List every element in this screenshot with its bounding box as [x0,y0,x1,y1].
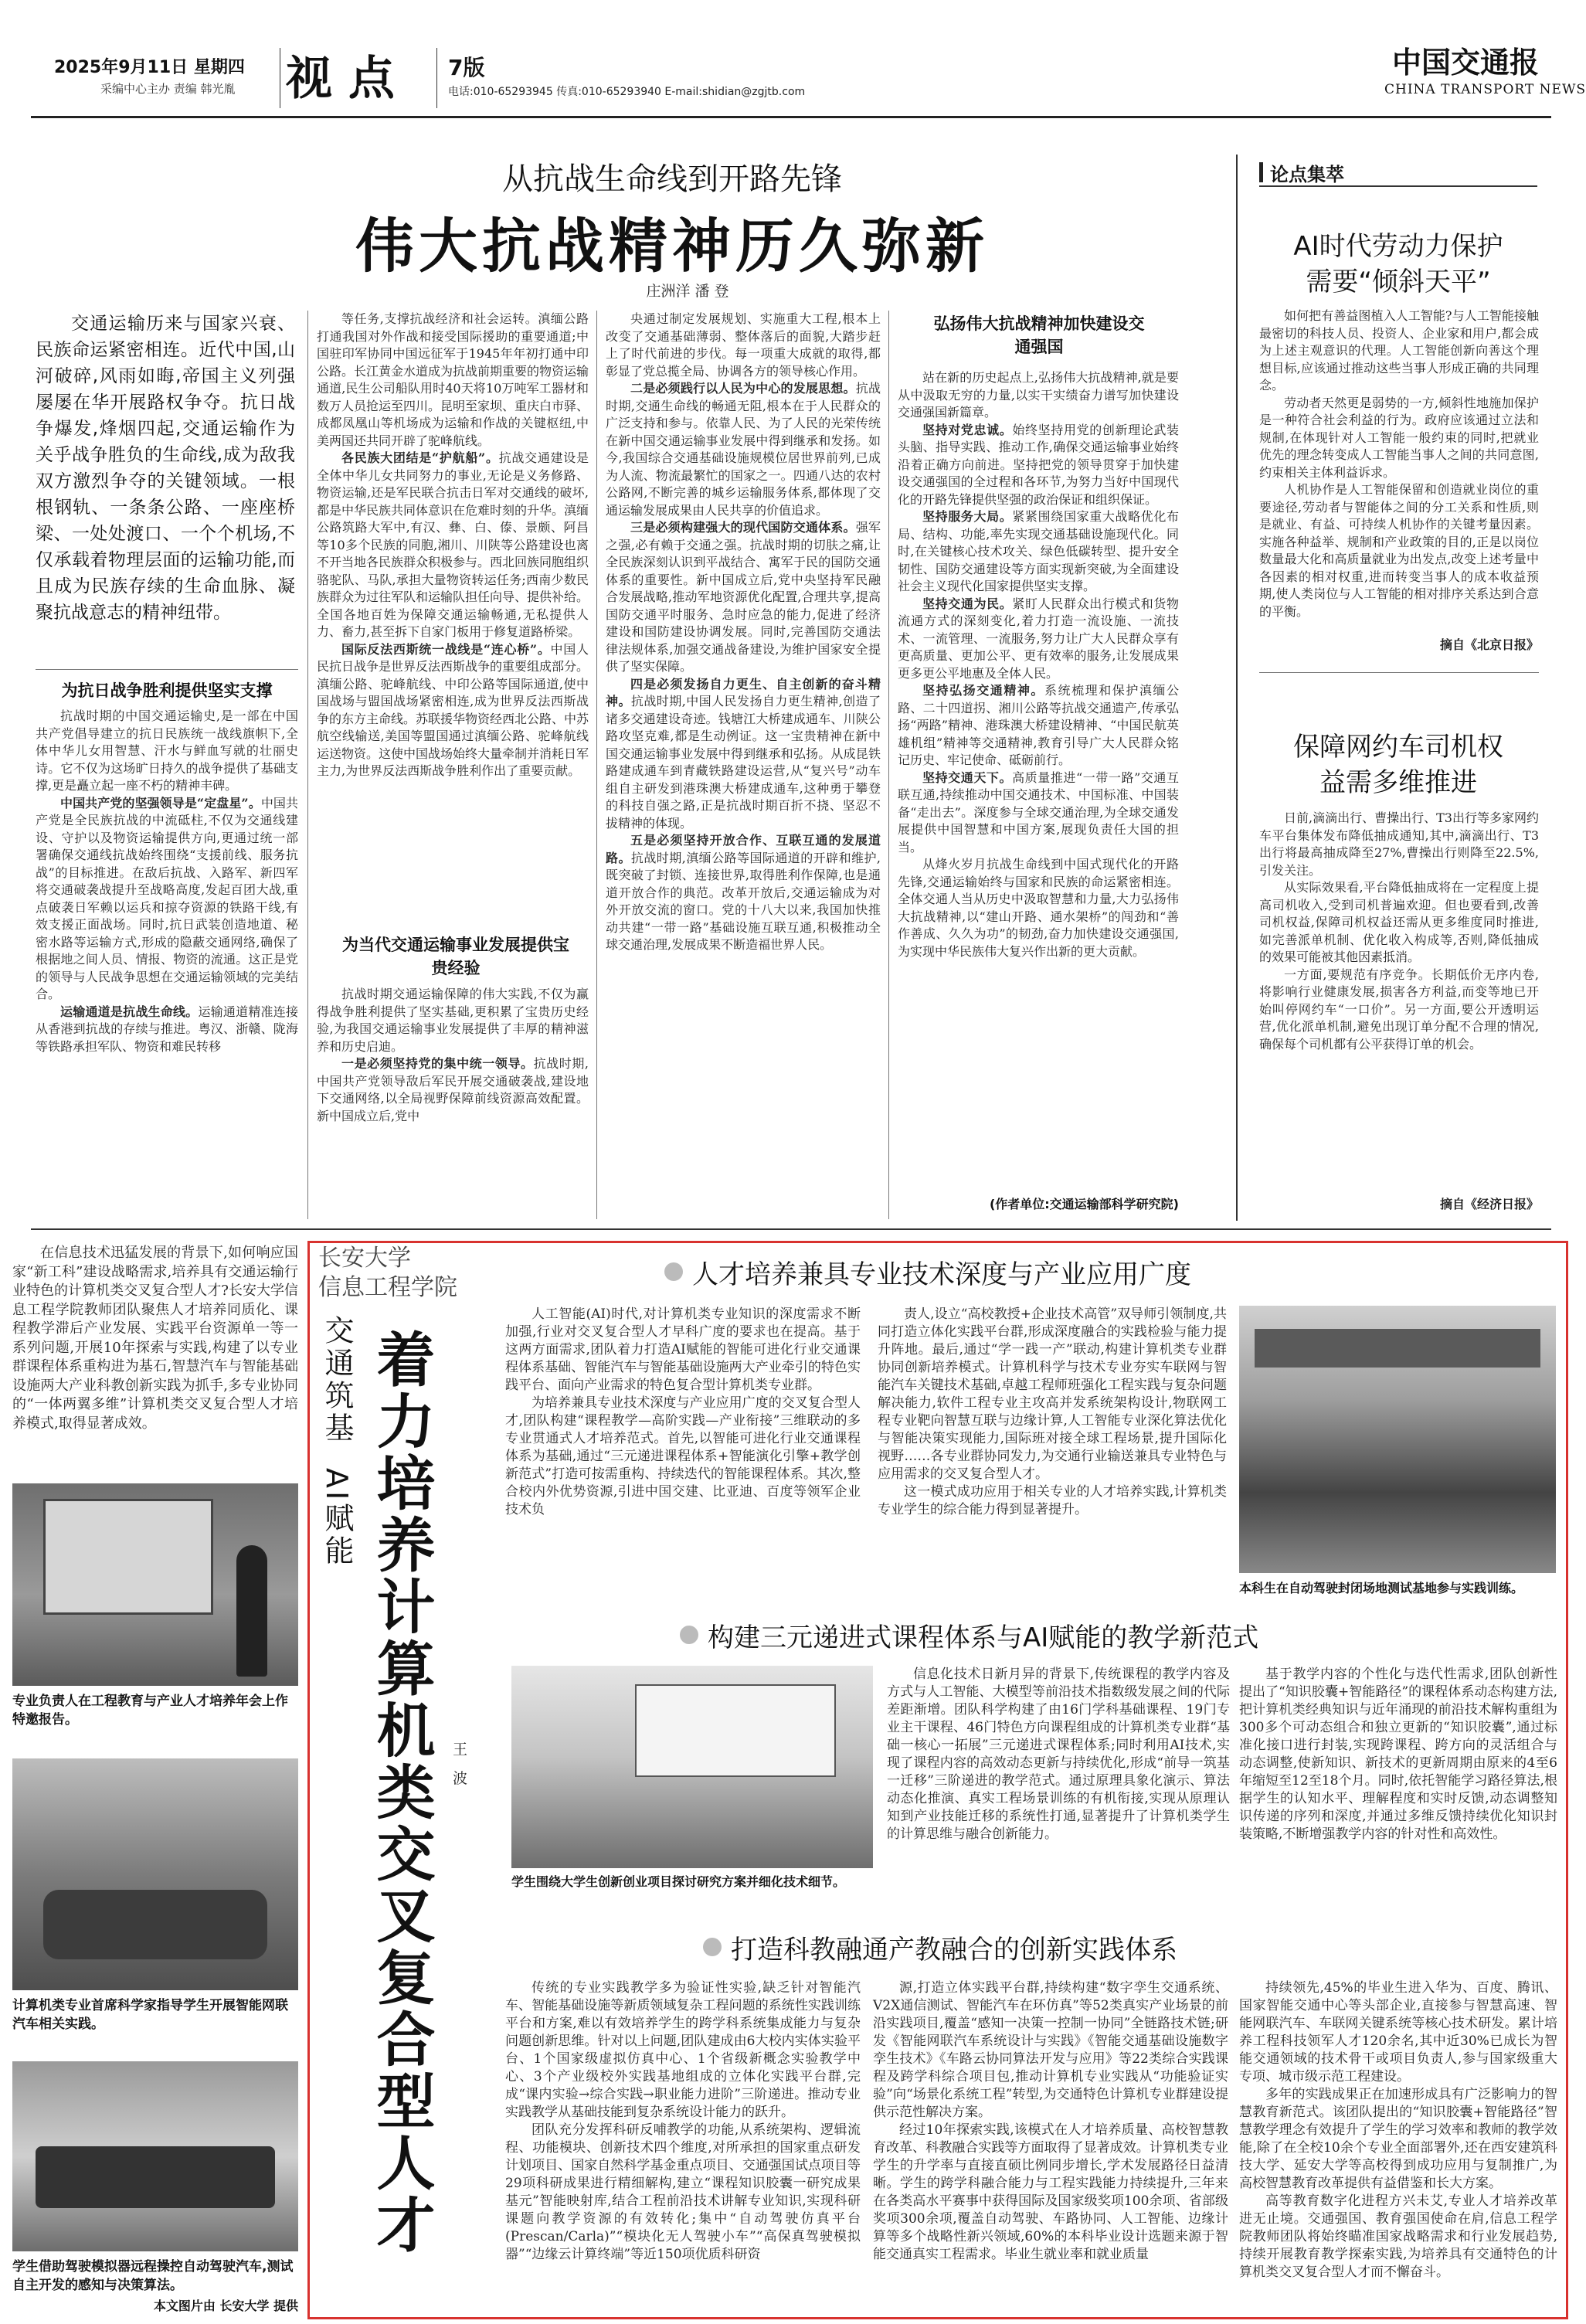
sidebar-a2-paragraph-2: 从实际效果看,平台降低抽成将在一定程度上提高司机收入,受到司机普遍欢迎。但也要看到,改善司机权益,保障司机权益还需从更多维度同时推进,如完善派单机制、优化收入构成等,否则,降低抽成的效果可能被其他因素抵消。 [1259,880,1539,964]
col4-paragraph-5 [898,682,1179,770]
feature-s2-column-1 [887,1666,1230,1922]
contact-line: 电话:010-65293945 传真:010-65293940 E-mail:shidian@zgjtb.com [448,86,806,98]
masthead [31,22,1586,114]
section-2-mark [680,1626,698,1644]
feature-s3-column-3 [1239,1979,1557,2310]
photo-2-car [43,1890,267,1959]
col2-paragraph-2-body: 抗战交通建设是全体中华儿女共同努力的事业,无论是义务修路、物资运输,还是军民联合抗击日军对交通线的破坏,都是中华民族共同体意识在危难时刻的升华。滇缅公路筑路大军中,有汉、彝、白、傣、景颇、阿昌等10多个民族的同胞,湘川、川陕等公路建设也离不开当地各民族群众积极参与。西北回族同胞组织骆驼队、马队,承担大量物资转运任务;西南少数民族群众为过往军队和运输队担任向导、提供补给。全国各地百姓为保障交通运输畅通,无私提供人力、畜力,甚至拆下自家门板用于修复道路桥梁。 [317,450,589,639]
col4-paragraph-4-body: 紧盯人民群众出行模式和货物流通方式的深刻变化,着力打造一流设施、一流技术、一流管理、一流服务,努力让广大人民群众享有更高质量、更加公平、更有效率的服务,让发展成果更多更公平地惠及全体人民。 [898,596,1179,681]
col3-paragraph-4 [606,676,881,833]
feature-section-3-title [703,1928,1398,1967]
col4-paragraph-3-lead: 坚持服务大局。 [922,509,1013,524]
sidebar-a2-paragraph-1: 日前,滴滴出行、曹操出行、T3出行等多家网约车平台集体发布降低抽成通知,其中,滴滴出行、T3出行将最高抽成降至27%,曹操出行则降至22.5%,引发关注。 [1259,810,1539,878]
s3-paragraph-1: 传统的专业实践教学多为验证性实验,缺乏针对智能汽车、智能基础设施等新质领域复杂工程问题的系统性实践训练平台和方案,难以有效培养学生的跨学科系统集成能力与复杂问题创新思维。针对以上问题,团队建成由6大校内实体实验平台、1个国家级虚拟仿真中心、1个省级新概念实验教学中心、3个产业级校外实践基地组成的立体化实践平台群,完成“课内实验→综合实践→职业能力进阶”三阶递进。推动专业实践教学从基础技能到复杂系统设计能力的跃升。 [505,1980,861,2120]
feature-tag-1: 交通筑基 [320,1315,354,1445]
lead-title: 伟大抗战精神历久弥新 [355,212,989,280]
col4-paragraph-5-body: 系统梳理和保护滇缅公路、二十四道拐、湘川公路等抗战交通遗产,传承弘扬“两路”精神、港珠澳大桥建设精神、“中国民航英雄机组”精神等交通精神,教育引导广大人民群众铭记历史、牢记使命、砥砺前行。 [898,683,1179,767]
sidebar-divider [1236,155,1238,1221]
col3-paragraph-5-lead: 五是必须坚持开放合作、互联互通的发展道路。 [606,833,881,865]
section-3-title-text: 打造科教融通产教融合的创新实践体系 [731,1935,1177,1966]
col2-paragraph-5 [317,1055,589,1125]
col3-paragraph-1: 央通过制定发展规划、实施重大工程,根本上改变了交通基础薄弱、整体落后的面貌,大踏步赶上了时代前进的步伐。每一项重大成就的取得,都彰显了党总揽全局、协调各方的领导核心作用。 [606,311,881,379]
col4-paragraph-5-lead: 坚持弘扬交通精神。 [922,683,1044,698]
col2-paragraph-3 [317,641,589,780]
sidebar-article-1-title: AI时代劳动力保护需要“倾斜天平” [1293,231,1503,297]
col3-paragraph-2 [606,380,881,519]
s2-paragraph-1: 信息化技术日新月异的背景下,传统课程的教学内容及方式与人工智能、大模型等前沿技术指数级发展之间的代际差距渐增。团队科学构建了由16门学科基础课程、19门专业主干课程、46门特色方向课程组成的计算机类专业群“基础一核心一拓展”三元递进式课程体系;同时利用AI技术,实现了课程内容的高效动态更新与持续优化,形成“前导一筑基一迁移”三阶递进的教学范式。通过原理具象化演示、算法动态化推演、真实工程场景训练的有机衔接,实现从原理认知到产业技能迁移的系统性打通,显著提升了计算机类学生的计算思维与融合创新能力。 [887,1667,1230,1842]
sec1-paragraph-3-lead: 运输通道是抗战生命线。 [60,1004,199,1019]
feature-s1-column-2 [878,1306,1227,1622]
section-name: 视 点 [286,52,395,106]
col4-paragraph-6 [898,770,1179,857]
col3-paragraph-3-lead: 三是必须构建强大的现代国防交通体系。 [630,520,856,535]
feature-institution [318,1244,481,1306]
col4-paragraph-3 [898,508,1179,596]
section-2-title-text: 构建三元递进式课程体系与AI赋能的教学新范式 [708,1622,1259,1653]
col3-paragraph-4-body: 抗战时期,中国人民发扬自力更生精神,创造了诸多交通建设奇迹。钱塘江大桥建成通车、川陕公路攻坚克难,都是生动例证。这一宝贵精神在新中国交通运输事业发展中得到继承和弘扬。从成昆铁路建成通车到青藏铁路建设运营,从“复兴号”动车组自主研发到港珠澳大桥建成通车,这种勇于攀登的科技自强之路,正是抗战时期百折不挠、坚忍不拔精神的体现。 [606,694,881,831]
col3-paragraph-3-body: 强军之强,必有赖于交通之强。抗战时期的切肤之痛,让全民族深刻认识到平战结合、寓军于民的国防交通体系的重要性。新中国成立后,党中央坚持军民融合发展战略,推动军地资源优化配置,合理共享,提高国防交通平时服务、急时应急的能力,促进了经济建设和国防建设协调发展。同时,完善国防交通法律法规体系,加强交通战备建设,为维护国家安全提供了坚实保障。 [606,520,881,674]
col4-paragraph-7: 从烽火岁月抗战生命线到中国式现代化的开路先锋,交通运输始终与国家和民族的命运紧密相连。全体交通人当从历史中汲取智慧和力量,大力弘扬伟大抗战精神,以“建山开路、通水架桥”的闯劲和“善作善成、久久为功”的韧劲,奋力加快建设交通强国,为实现中华民族伟大复兴作出新的更大贡献。 [898,857,1179,959]
col4-paragraph-6-lead: 坚持交通天下。 [922,770,1013,785]
sec1-paragraph-1: 抗战时期的中国交通运输史,是一部在中国共产党倡导建立的抗日民族统一战线旗帜下,全体中华儿女用智慧、汗水与鲜血写就的壮丽史诗。它不仅为这场旷日持久的战争提供了基础支撑,更是矗立起一座不朽的精神丰碑。 [36,708,298,793]
col4-paragraph-2-lead: 坚持对党忠诚。 [922,422,1013,437]
issue-date: 2025年9月11日 星期四 [54,58,245,77]
paper-name-cn: 中国交通报 [1392,45,1540,80]
section-title-2: 为当代交通运输事业发展提供宝贵经验 [342,936,569,977]
s1-paragraph-2: 为培养兼具专业技术深度与产业应用广度的交叉复合型人才,团队构建“课程教学—高阶实践—产业衔接”三维联动的多专业贯通式人才培养范式。首先,以智能可进化行业交通课程体系为基础,通过“三元递进课程体系+智能演化引擎+教学创新范式”打造可按需重构、持续迭代的智能课程体系。其次,整合校内外优势资源,引进中国交建、比亚迪、百度等领军企业技术负 [505,1395,861,1517]
lead-byline: 庄洲洋 潘 登 [646,283,729,300]
sidebar-a1-paragraph-1: 如何把有善益图植入人工智能?与人工智能接触最密切的科技人员、投资人、企业家和用户,都会成为上述主观意识的代理。人工智能创新向善这个理想目标,应该通过推动这些当事人形成正确的共同理念。 [1259,308,1539,392]
section-title-1: 为抗日战争胜利提供坚实支撑 [61,681,273,700]
lead-intro: 交通运输历来与国家兴衰、民族命运紧密相连。近代中国,山河破碎,风雨如晦,帝国主义列强屡屡在华开展路权争夺。抗日战争爆发,烽烟四起,交通运输作为关乎战争胜负的生命线,成为敌我双方激烈争夺的关键领域。一根根钢轨、一条条公路、一座座桥梁、一处处渡口、一个个机场,不仅承载着物理层面的运输功能,而且成为民族存续的生命血脉、凝聚抗战意志的精神纽带。 [36,314,295,623]
s3-paragraph-7: 高等教育数字化进程方兴未艾,专业人才培养改革进无止境。交通强国、教育强国使命在肩,信息工程学院教师团队将始终瞄准国家战略需求和行业发展趋势,持续开展教育教学探索实践,为培养具有交通特色的计算机类交叉复合型人才而不懈奋斗。 [1239,2193,1557,2280]
feature-s1-column-1 [505,1306,861,1622]
col3-paragraph-3 [606,519,881,676]
feature-section-1-title [664,1253,1360,1292]
feature-s3-column-2 [873,1979,1228,2310]
col4-paragraph-1: 站在新的历史起点上,弘扬伟大抗战精神,就是要从中汲取无穷的力量,以实干实绩奋力谱写加快建设交通强国新篇章。 [898,370,1179,420]
feature-caption-3: 学生借助驾驶模拟器远程操控自动驾驶汽车,测试自主开发的感知与决策算法。 [12,2259,294,2293]
sidebar-article-1 [1259,307,1539,627]
feature-intro: 在信息技术迅猛发展的背景下,如何响应国家“新工科”建设战略需求,培养具有交通运输行业特色的计算机类交叉复合型人才?长安大学信息工程学院教师团队聚焦人才培养同质化、课程教学滞后产业发展、实践平台资源单一等一系列问题,开展10年探索与实践,构建了以专业群课程体系重构进为基石,智慧汽车与智能基础设施两大产业科教创新实践为抓手,多专业协同的“一体两翼多维”计算机类交叉复合型人才培养模式,取得显著成效。 [12,1245,298,1432]
col4-paragraph-4-lead: 坚持交通为民。 [922,596,1013,611]
col4-paragraph-2 [898,422,1179,509]
lead-column-2-top [317,311,589,929]
sidebar-article-2-title: 保障网约车司机权益需多维推进 [1293,732,1503,798]
sidebar-a2-paragraph-3: 一方面,要规范有序竞争。长期低价无序内卷,将影响行业健康发展,损害各方利益,而变等地已开始叫停网约车“一口价”。另一方面,要公开透明运营,优化派单机制,避免出现订单分配不合理的情况,确保每个司机都有公平获得订单的机会。 [1259,967,1539,1052]
feature-photo-2 [12,1758,298,1990]
masthead-rule [31,116,1551,118]
feature-section-2-title [680,1616,1375,1655]
feature-institution-2: 信息工程学院 [318,1274,457,1301]
col2-paragraph-3-body: 中国人民抗日战争是世界反法西斯战争的重要组成部分。滇缅公路、驼峰航线、中印公路等国际通道,使中国战场与盟国战场紧密相连,成为世界反法西斯战争的东方主命线。苏联援华物资经西北公路、中苏航空线输送,美国等盟国通过滇缅公路、驼峰航线运送物资。这使中国战场始终大量牵制并消耗日军主力,为世界反法西斯战争胜利作出了重要贡献。 [317,641,589,778]
feature-caption-1: 专业负责人在工程教育与产业人才培养年会上作特邀报告。 [12,1694,288,1728]
col4-paragraph-6-body: 高质量推进“一带一路”交通互联互通,持续推动中国交通技术、中国标准、中国装备“走出去”。深度参与全球交通治理,为全球交通发展提供中国智慧和中国方案,展现负责任大国的担当。 [898,770,1179,855]
masthead-divider-2 [436,48,437,108]
photo-1-speaker [236,1545,267,1677]
section-1-title-text: 人才培养兼具专业技术深度与产业应用广度 [692,1259,1191,1290]
col2-paragraph-2-lead: 各民族大团结是“护航船”。 [341,450,499,465]
s3-paragraph-3: 源,打造立体实践平台群,持续构建“数字孪生交通系统、V2X通信测试、智能汽车在环仿真”等52类真实产业场景的前沿实践项目,覆盖“感知一决策一控制一协同”全链路技术链;研发《智能网联汽车系统设计与实践》《智能交通基础设施数字孪生技术》《车路云协同算法开发与应用》等22类综合实践课程及跨学科综合项目包,推动计算机专业实践从“功能验证实验”向“场景化系统工程”转型,为交通特色计算机专业群建设提供示范性解决方案。 [873,1980,1228,2120]
col2-paragraph-2 [317,450,589,641]
col2-paragraph-5-body: 抗战时期,中国共产党领导敌后军民开展交通破袭战,建设地下交通网络,以全局视野保障前线资源高效配置。新中国成立后,党中 [317,1056,589,1123]
feature-author: 王 波 [450,1741,467,1790]
lead-column-2-bottom [317,986,589,1219]
col2-paragraph-5-lead: 一是必须坚持党的集中统一领导。 [341,1056,534,1071]
s1-paragraph-1: 人工智能(AI)时代,对计算机类专业知识的深度需求不断加强,行业对交叉复合型人才早科广度的要求也在提高。基于这两方面需求,团队着力打造AI赋能的智能可进化行业交通课程体系基础、智能汽车与智能基础设施两大产业牵引的特色实践平台、面向产业需求的特色复合型计算机类专业群。 [505,1306,861,1393]
col2-paragraph-3-lead: 国际反法西斯统一战线是“连心桥”。 [341,641,551,657]
section-1-mark [664,1262,683,1281]
feature-institution-1: 长安大学 [318,1245,411,1272]
feature-tag-2: AI赋能 [320,1468,354,1568]
s1-paragraph-3: 责人,设立“高校教授+企业技术高管”双导师引领制度,共同打造立体化实践平台群,形成深度融合的实践检验与能力提升阵地。最后,通过“学一践一产”联动,构建计算机类专业群协同创新培养模式。计算机科学与技术专业夯实车联网与智能汽车关键技术基础,卓越工程师班强化工程实践与复杂问题解决能力,软件工程专业主攻高并发系统架构设计,物联网工程专业靶向智慧互联与边缘计算,人工智能专业深化算法优化与智能决策实现能力,国际班对接全球工程场景,提升国际化视野……各专业群协同发力,为交通行业输送兼具专业特色与应用需求的交叉复合型人才。 [878,1306,1227,1482]
lead-kicker: 从抗战生命线到开路先锋 [502,161,842,197]
col4-paragraph-2-body: 始终坚持用党的创新理论武装头脑、指导实践、推动工作,确保交通运输事业始终沿着正确方向前进。坚持把党的领导贯穿于加快建设交通强国的全过程和各环节,为努力当好中国现代化的开路先锋提供坚强的政治保证和组织保证。 [898,422,1179,507]
feature-headline: 着力培养计算机类交叉复合型人才 [367,1329,436,2256]
sidebar-a1-paragraph-2: 劳动者天然更是弱势的一方,倾斜性地施加保护是一种符合社会利益的行为。政府应该通过立法和规制,在体现针对人工智能一般约束的同时,把就业优先的理念转变成人工智能当事人之间的共同意图,约束相关主体利益诉求。 [1259,395,1539,480]
sidebar-rule [1259,672,1539,673]
sec1-paragraph-2 [36,795,298,1004]
feature-photo-5 [511,1666,873,1868]
feature-photo-credit: 本文图片由 长安大学 提供 [153,2299,298,2313]
sec1-paragraph-3-body: 运输通道精准连接从香港到抗战的存续与推进。粤汉、浙赣、陇海等铁路承担军队、物资和难民转移 [36,1004,298,1054]
col3-paragraph-2-lead: 二是必须践行以人民为中心的发展思想。 [630,381,856,396]
sidebar-a2-source: 摘自《经济日报》 [1439,1197,1539,1211]
photo-4-banner [1255,1329,1540,1368]
feature-s2-column-2 [1239,1666,1557,1922]
feature-caption-5: 学生围绕大学生创新创业项目探讨研究方案并细化技术细节。 [511,1874,846,1889]
feature-s3-column-1 [505,1979,861,2310]
editor-line: 采编中心主办 责编 韩光胤 [100,82,236,96]
column-divider-1 [307,311,308,1219]
section-title-3: 弘扬伟大抗战精神加快建设交通强国 [933,314,1145,356]
column-divider-3 [888,311,889,1219]
feature-caption-4: 本科生在自动驾驶封闭场地测试基地参与实践训练。 [1239,1581,1524,1595]
feature-photo-1 [12,1483,298,1686]
feature-photo-4 [1239,1306,1556,1573]
col3-paragraph-4-lead: 四是必须发扬自力更生、自主创新的奋斗精神。 [606,676,881,708]
s3-paragraph-4: 经过10年探索实践,该模式在人才培养质量、高校智慧教育改革、科教融合实践等方面取得了显著成效。计算机类专业学生的升学率与直接直硕比例同步增长,学术发展路径日益清晰。学生的跨学科融合能力与工程实践能力持续提升,三年来在各类高水平赛事中获得国际及国家级奖项100余项、省部级奖项300余项,覆盖自动驾驶、车路协同、人工智能、边缘计算等多个战略性新兴领域,60%的本科毕业设计选题来源于智能交通真实工程需求。毕业生就业率和就业质量 [873,2122,1228,2262]
s3-paragraph-6: 多年的实践成果正在加速形成具有广泛影响力的智慧教育新范式。该团队提出的“知识胶囊+智能路径”智慧教学理念有效提升了学生的学习效率和教师的教学效能,除了在全校10余个专业全面部署外,还在西安建筑科技大学、延安大学等高校得到成功应用与复制推广,为高校智慧教育改革提供有益借鉴和长大方案。 [1239,2087,1557,2191]
col3-paragraph-5 [606,832,881,954]
intro-rule [36,669,298,670]
lead-column-4 [898,369,1179,1190]
s3-paragraph-2: 团队充分发挥科研反哺教学的功能,从系统架构、逻辑流程、功能模块、创新技术四个维度,对所承担的国家重点研发计划项目、国家自然科学基金重点项目、交通强国试点项目等29项科研成果进行精细解构,建立“课程知识胶囊一研究成果基元”智能映射库,结合工程前沿技术讲解专业知识,实现科研课题向教学资源的有效转化;集中“自动驾驶仿真平台(Prescan/Carla)”“模块化无人驾驶小车”“高保真驾驶模拟器”“边缘云计算终端”等近150项优质科研资 [505,2122,861,2262]
feature-photo-3 [12,2061,298,2251]
lead-column-1 [36,708,298,1219]
col4-paragraph-4 [898,596,1179,683]
sidebar-header-text: 论点集萃 [1270,164,1344,185]
sidebar-header [1259,159,1537,187]
page-split-rule [31,1228,1551,1230]
photo-5-screen [635,1684,836,1777]
paper-name-en: CHINA TRANSPORT NEWS [1384,82,1586,97]
col3-paragraph-2-body: 抗战时期,交通生命线的畅通无阻,根本在于人民群众的广泛支持和参与。依靠人民、为了人民的光荣传统在新中国交通运输事业发展中得到继承和发扬。如今,我国综合交通基础设施规模位居世界前列,已成为人流、物流最繁忙的国家之一。四通八达的农村公路网,不断完善的城乡运输服务体系,都体现了交通运输发展成果由人民共享的价值追求。 [606,381,881,518]
section-3-mark [703,1938,722,1956]
sec1-paragraph-2-body: 中国共产党是全民族抗战的中流砥柱,不仅为交通线建设、守护以及物资运输提供方向,更通过统一部署确保交通线抗战始终围绕“支援前线、服务抗战”的目标推进。在敌后抗战、入路军、新四军将交通破袭战提升至战略高度,发起百团大战,重点破袭日军赖以运兵和掠夺资源的铁路干线,有效支援正面战场。同时,抗日武装创造地道、秘密水路等运输方式,形成的隐蔽交通网络,确保了根据地之间人员、情报、物资的流通。这正是党的领导与人民战争思想在交通运输领域的完美结合。 [36,795,298,1001]
sidebar-a1-source: 摘自《北京日报》 [1439,637,1539,652]
col3-paragraph-5-body: 抗战时期,滇缅公路等国际通道的开辟和维护,既突破了封锁、连接世界,取得胜利作保障,也是通道开放合作的典范。改革开放后,交通运输成为对外开放交流的窗口。党的十八大以来,我国加快推动共建“一带一路”基础设施互联互通,积极推动全球交通治理,发展成果不断造福世界人民。 [606,850,881,952]
s1-paragraph-4: 这一模式成功应用于相关专业的人才培养实践,计算机类专业学生的综合能力得到显著提升。 [878,1484,1227,1517]
col2-paragraph-1: 等任务,支撑抗战经济和社会运转。滇缅公路打通我国对外作战和接受国际援助的重要通道;中国驻印军协同中国远征军于1945年年初打通中印公路。长江黄金水道成为抗战前期重要的物资运输通道,民生公司船队用时40天将10万吨军工器材和数万人员抢运至四川。昆明至家坝、重庆白市驿、成都凤凰山等机场成为运输和作战的关键枢纽,中美两国还共同开辟了驼峰航线。 [317,311,589,448]
lead-column-3 [606,311,881,1219]
s3-paragraph-5: 持续领先,45%的毕业生进入华为、百度、腾讯、国家智能交通中心等头部企业,直接参与智慧高速、智能网联汽车、车联网关键系统等核心技术研发。累计培养工程科技领军人才120余名,其中近30%已成长为智能交通领域的技术骨干或项目负责人,参与国家级重大专项、城市级示范工程建设。 [1239,1980,1557,2084]
sec1-paragraph-3 [36,1004,298,1056]
s2-paragraph-2: 基于教学内容的个性化与迭代性需求,团队创新性提出了“知识胶囊+智能路径”的课程体系动态构建方法,把计算机类经典知识与近年涌现的前沿技术解构重组为300多个可动态组合和独立更新的“知识胶囊”,通过标准化接口进行封装,实现跨课程、跨方向的灵活组合与动态调整,使新知识、新技术的更新周期由原来的4至6年缩短至12至18个月。同时,依托智能学习路径算法,根据学生的认知水平、理解程度和实时反馈,动态调整知识传递的序列和深度,并通过多维反馈持续优化知识封装策略,不断增强教学内容的针对性和高效性。 [1239,1667,1557,1842]
photo-1-screen [43,1499,213,1615]
sec1-paragraph-2-lead: 中国共产党的坚强领导是“定盘星”。 [60,795,261,810]
author-unit: (作者单位:交通运输部科学研究院) [989,1197,1179,1211]
col4-paragraph-3-body: 紧紧围绕国家重大战略优化布局、结构、功能,率先实现交通基础设施现代化。同时,在关键核心技术攻关、绿色低碳转型、提升安全韧性、国防交通建设等方面实现新突破,为全面建设社会主义现代化国家提供坚实支撑。 [898,509,1179,593]
column-divider-2 [596,311,597,1219]
feature-caption-2: 计算机类专业首席科学家指导学生开展智能网联汽车相关实践。 [12,1998,288,2032]
col2-paragraph-4: 抗战时期交通运输保障的伟大实践,不仅为赢得战争胜利提供了坚实基础,更积累了宝贵历史经验,为我国交通运输事业发展提供了丰厚的精神滋养和历史启迪。 [317,987,589,1054]
photo-3-simulator [36,2146,275,2208]
sidebar-header-mark [1259,162,1263,182]
sidebar-a1-paragraph-3: 人机协作是人工智能保留和创造就业岗位的重要途径,劳动者与智能体之间的分工关系和性质,则是就业、有益、可持续人机协作的关键考量因素。实施各种益举、规制和产业政策的目的,正是以岗位数量最大化和高质量就业为出发点,改变上述考量中各因素的相对权重,进而转变当事人的成本收益预期,使人类岗位与人工智能的相对排序关系达到合意的平衡。 [1259,482,1539,619]
sidebar-article-2 [1259,810,1539,1181]
page-number: 7版 [448,55,485,80]
